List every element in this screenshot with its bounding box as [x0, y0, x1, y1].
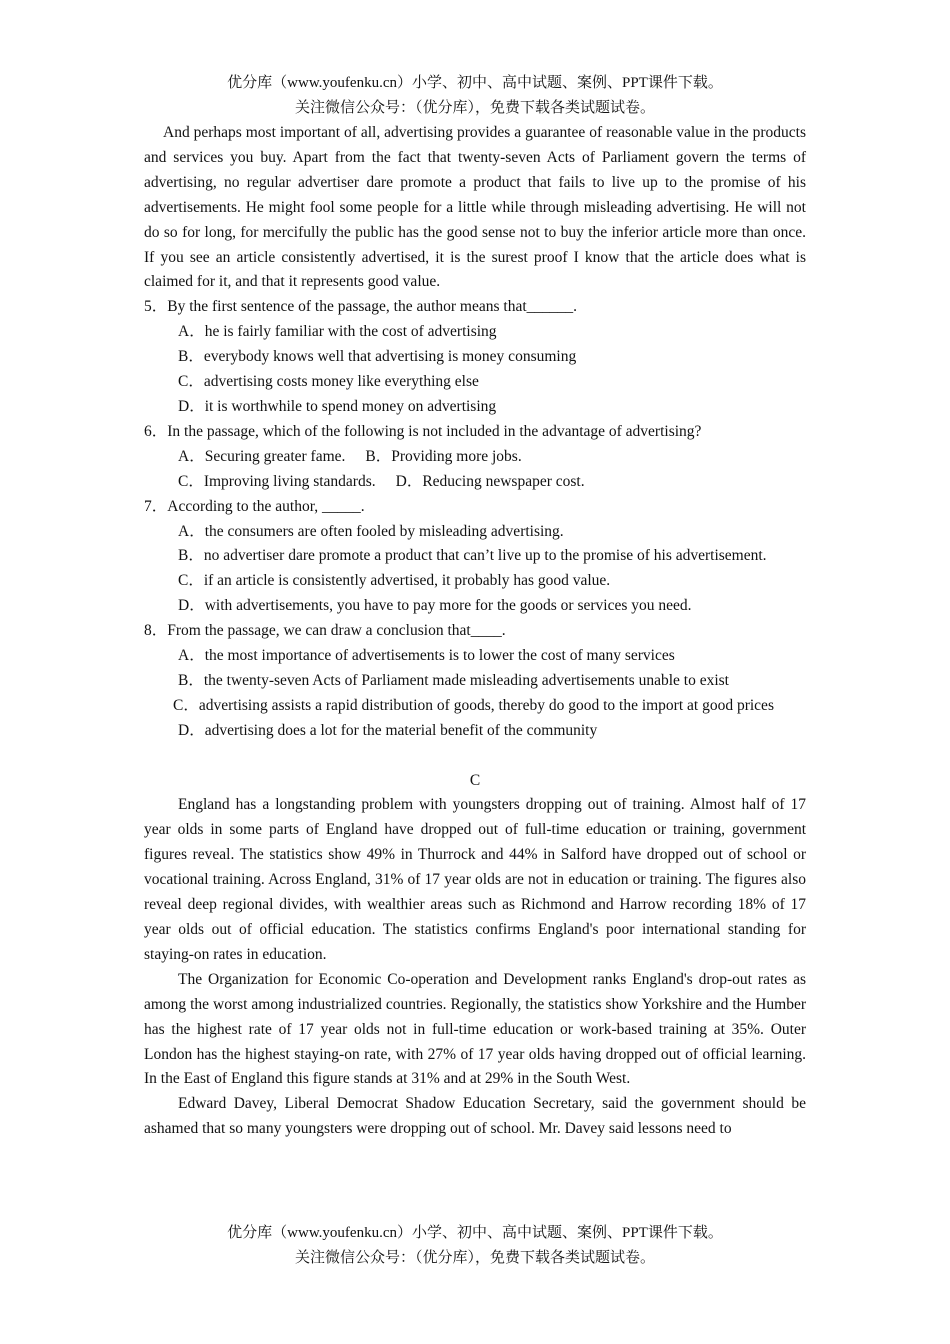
spacer: [144, 744, 806, 769]
option-b: B．everybody knows well that advertising is money consuming: [178, 348, 577, 366]
page-header: [0, 71, 950, 121]
option-a: A．the most importance of advertisements is to lower the cost of many services: [178, 647, 675, 665]
passage-c-paragraph-1: England has a longstanding problem with youngsters dropping out of training. Almost half of 17 year olds in some parts of England have dropped out of full-time education or training, government figures reveal. The statistics show 49% in Thurrock and 44% in Salford have dropped out of school or vocational training. Across England, 31% of 17 year olds are not in education or training. The figures also reveal deep regional divides, with wealthier areas such as Richmond and Harrow recording 18% of 17 year olds out of official education. The statistics confirms England's poor international standing for staying-on rates in education.: [144, 796, 806, 963]
footer-line-1: 优分库（www.youfenku.cn）小学、初中、高中试题、案例、PPT课件下载。: [227, 1225, 723, 1241]
option-a: A．he is fairly familiar with the cost of advertising: [178, 323, 497, 341]
question-stem: 7．According to the author, _____.: [144, 497, 365, 515]
question-6: [144, 420, 806, 495]
option-c: C．advertising assists a rapid distribution of goods, thereby do good to the import at good prices: [173, 696, 774, 714]
passage-c-paragraph-3: Edward Davey, Liberal Democrat Shadow Education Secretary, said the government should be ashamed that so many youngsters were dropping out of school. Mr. Davey said lessons need to: [144, 1095, 806, 1138]
passage-c-paragraph-2: The Organization for Economic Co-operation and Development ranks England's drop-out rates as among the worst among industrialized countries. Regionally, the statistics show Yorkshire and the Humber has the highest rate of 17 year olds not in full-time education or work-based training at 35%. Outer London has the highest staying-on rate, with 27% of 17 year olds having dropped out of official learning. In the East of England this figure stands at 31% and at 29% in the South West.: [144, 970, 806, 1088]
option-d: D．with advertisements, you have to pay more for the goods or services you need.: [178, 597, 692, 615]
question-stem: 8．From the passage, we can draw a conclusion that____.: [144, 622, 506, 640]
question-5: [144, 295, 806, 420]
option-b: B．no advertiser dare promote a product that can’t live up to the promise of his advertisement.: [178, 547, 767, 565]
page-footer: [0, 1221, 950, 1271]
question-stem: 6．In the passage, which of the following is not included in the advantage of advertising?: [144, 422, 702, 440]
option-b: B．the twenty-seven Acts of Parliament made misleading advertisements unable to exist: [178, 671, 729, 689]
option-d: D．advertising does a lot for the material benefit of the community: [178, 721, 598, 739]
page-content: [144, 121, 806, 1142]
section-label: C: [469, 771, 481, 789]
option-c: C．advertising costs money like everything else: [178, 373, 479, 391]
header-line-2: 关注微信公众号：（优分库），免费下载各类试题试卷。: [294, 100, 655, 116]
option-d: D．Reducing newspaper cost.: [395, 472, 585, 490]
option-d: D．it is worthwhile to spend money on advertising: [178, 397, 497, 415]
option-row: [144, 445, 806, 470]
passage-b-paragraph: And perhaps most important of all, advertising provides a guarantee of reasonable value in the products and services you buy. Apart from the fact that twenty-seven Acts of Parliament govern the terms of advertising, no regular advertiser dare promote a product that fails to live up to the promise of his advertisements. He might fool some people for a little while through misleading advertising. He will not do so for long, for mercifully the public has the good sense not to buy the inferior article more than once. If you see an article consistently advertised, it is the surest proof I know that the article does what is claimed for it, and that it represents good value.: [144, 124, 806, 291]
question-7: [144, 495, 806, 620]
option-c: C．if an article is consistently advertised, it probably has good value.: [178, 572, 611, 590]
question-stem: 5．By the first sentence of the passage, the author means that______.: [144, 298, 578, 316]
option-a: A．Securing greater fame.: [178, 447, 346, 465]
option-a: A．the consumers are often fooled by misleading advertising.: [178, 522, 564, 540]
footer-line-2: 关注微信公众号：（优分库），免费下载各类试题试卷。: [294, 1250, 655, 1266]
option-c: C．Improving living standards.: [178, 472, 376, 490]
question-8: [144, 619, 806, 744]
header-line-1: 优分库（www.youfenku.cn）小学、初中、高中试题、案例、PPT课件下载。: [227, 75, 723, 91]
option-b: B．Providing more jobs.: [365, 447, 522, 465]
option-row: [144, 470, 806, 495]
